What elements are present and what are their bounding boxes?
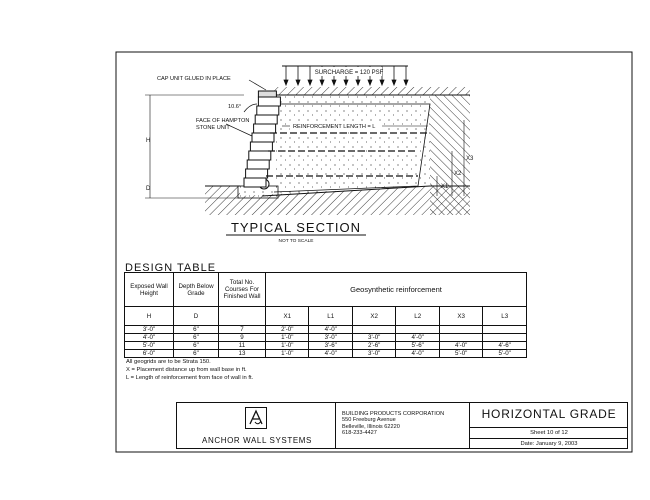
sheet-number: Sheet 10 of 12 bbox=[470, 427, 628, 436]
design-table-header-row bbox=[125, 273, 527, 307]
table-cell: 1'-0" bbox=[266, 334, 309, 342]
table-cell: 6" bbox=[174, 342, 219, 350]
surcharge-label: SURCHARGE = 120 PSF bbox=[314, 70, 384, 76]
address-cell bbox=[336, 402, 470, 449]
table-cell: 5'-6" bbox=[396, 342, 439, 350]
table-cell bbox=[483, 326, 527, 334]
drawing-title: HORIZONTAL GRADE bbox=[481, 407, 617, 421]
symbol-cell: X2 bbox=[352, 307, 395, 326]
batter-angle-mark bbox=[244, 104, 257, 112]
section-subtitle: NOT TO SCALE bbox=[278, 239, 314, 244]
table-cell: 7 bbox=[219, 326, 266, 334]
dim-x2-label: X2 bbox=[454, 171, 462, 177]
table-row bbox=[125, 326, 527, 334]
reinforcement-label: REINFORCEMENT LENGTH = L bbox=[293, 124, 376, 130]
table-cell bbox=[352, 326, 395, 334]
title-block bbox=[176, 402, 628, 449]
table-cell: 11 bbox=[219, 342, 266, 350]
backfill-soil bbox=[274, 95, 430, 196]
symbol-cell: D bbox=[174, 307, 219, 326]
dim-x3-label: X3 bbox=[466, 156, 474, 162]
table-cell: 3'-6" bbox=[309, 342, 352, 350]
design-notes bbox=[126, 358, 253, 382]
note-line: L = Length of reinforcement from face of wall in ft. bbox=[126, 375, 254, 381]
table-cell: 3'-0" bbox=[352, 350, 395, 358]
address-line: 550 Freeburg Avenue bbox=[342, 417, 396, 424]
table-cell: 6" bbox=[174, 326, 219, 334]
cap-unit-label: CAP UNIT GLUED IN PLACE bbox=[157, 76, 231, 82]
address-line: Belleville, Illinois 62220 bbox=[342, 423, 400, 430]
symbol-cell bbox=[219, 307, 266, 326]
table-cell: 5'-0" bbox=[125, 342, 174, 350]
face-unit-label-1: FACE OF HAMPTON bbox=[196, 118, 250, 124]
dim-H-label: H bbox=[146, 138, 151, 144]
table-cell bbox=[439, 326, 482, 334]
note-line: All geogrids are to be Strata 150. bbox=[126, 359, 211, 365]
header-depth: Depth Below Grade bbox=[174, 273, 219, 307]
section-title: TYPICAL SECTION bbox=[230, 220, 362, 235]
address-line: BUILDING PRODUCTS CORPORATION bbox=[342, 411, 445, 417]
table-cell: 4'-0" bbox=[439, 342, 482, 350]
table-cell: 4'-0" bbox=[309, 350, 352, 358]
table-cell bbox=[483, 334, 527, 342]
design-table-title: DESIGN TABLE bbox=[125, 262, 217, 274]
table-cell: 3'-0" bbox=[352, 334, 395, 342]
table-cell: 2'-6" bbox=[352, 342, 395, 350]
batter-angle-label: 10.6° bbox=[228, 104, 242, 110]
symbol-cell: X3 bbox=[439, 307, 482, 326]
face-unit-leader bbox=[226, 124, 252, 136]
table-cell bbox=[396, 326, 439, 334]
table-cell bbox=[439, 334, 482, 342]
table-cell: 3'-0" bbox=[309, 334, 352, 342]
table-cell: 4'-0" bbox=[396, 350, 439, 358]
drawing-info-cell bbox=[470, 402, 628, 449]
header-geosynthetic: Geosynthetic reinforcement bbox=[266, 273, 527, 307]
table-cell: 4'-0" bbox=[125, 334, 174, 342]
leveling-pad bbox=[238, 186, 278, 198]
table-cell: 9 bbox=[219, 334, 266, 342]
table-cell: 13 bbox=[219, 350, 266, 358]
symbol-cell: X1 bbox=[266, 307, 309, 326]
symbol-cell: L3 bbox=[483, 307, 527, 326]
company-name: ANCHOR WALL SYSTEMS bbox=[202, 436, 312, 445]
table-cell: 4'-0" bbox=[396, 334, 439, 342]
company-logo-cell bbox=[176, 402, 336, 449]
table-cell: 1'-0" bbox=[266, 342, 309, 350]
symbol-cell: L1 bbox=[309, 307, 352, 326]
table-row bbox=[125, 342, 527, 350]
table-cell: 6" bbox=[174, 334, 219, 342]
table-cell: 6'-0" bbox=[125, 350, 174, 358]
table-row bbox=[125, 350, 527, 358]
address-line: 618-233-4427 bbox=[342, 430, 377, 437]
top-grade-hatch bbox=[274, 87, 470, 95]
dim-D-label: D bbox=[146, 186, 151, 192]
drawing-date: Date: January 9, 2003 bbox=[470, 438, 628, 447]
table-cell: 6" bbox=[174, 350, 219, 358]
symbol-cell: H bbox=[125, 307, 174, 326]
note-line: X = Placement distance up from wall base in ft. bbox=[126, 367, 247, 373]
table-cell: 4'-6" bbox=[483, 342, 527, 350]
table-cell: 5'-0" bbox=[483, 350, 527, 358]
header-courses: Total No. Courses For Finished Wall bbox=[219, 273, 266, 307]
design-table-symbol-row bbox=[125, 307, 527, 326]
cap-unit-leader bbox=[249, 80, 266, 90]
header-exposed-height: Exposed Wall Height bbox=[125, 273, 174, 307]
symbol-cell: L2 bbox=[396, 307, 439, 326]
anchor-logo-icon bbox=[245, 407, 267, 429]
table-cell: 1'-0" bbox=[266, 350, 309, 358]
face-unit-label-2: STONE UNIT bbox=[196, 125, 230, 131]
table-cell: 2'-0" bbox=[266, 326, 309, 334]
table-row bbox=[125, 334, 527, 342]
table-cell: 4'-0" bbox=[309, 326, 352, 334]
design-table bbox=[124, 272, 527, 358]
table-cell: 3'-0" bbox=[125, 326, 174, 334]
dim-x1-label: X1 bbox=[441, 184, 449, 190]
table-cell: 5'-0" bbox=[439, 350, 482, 358]
